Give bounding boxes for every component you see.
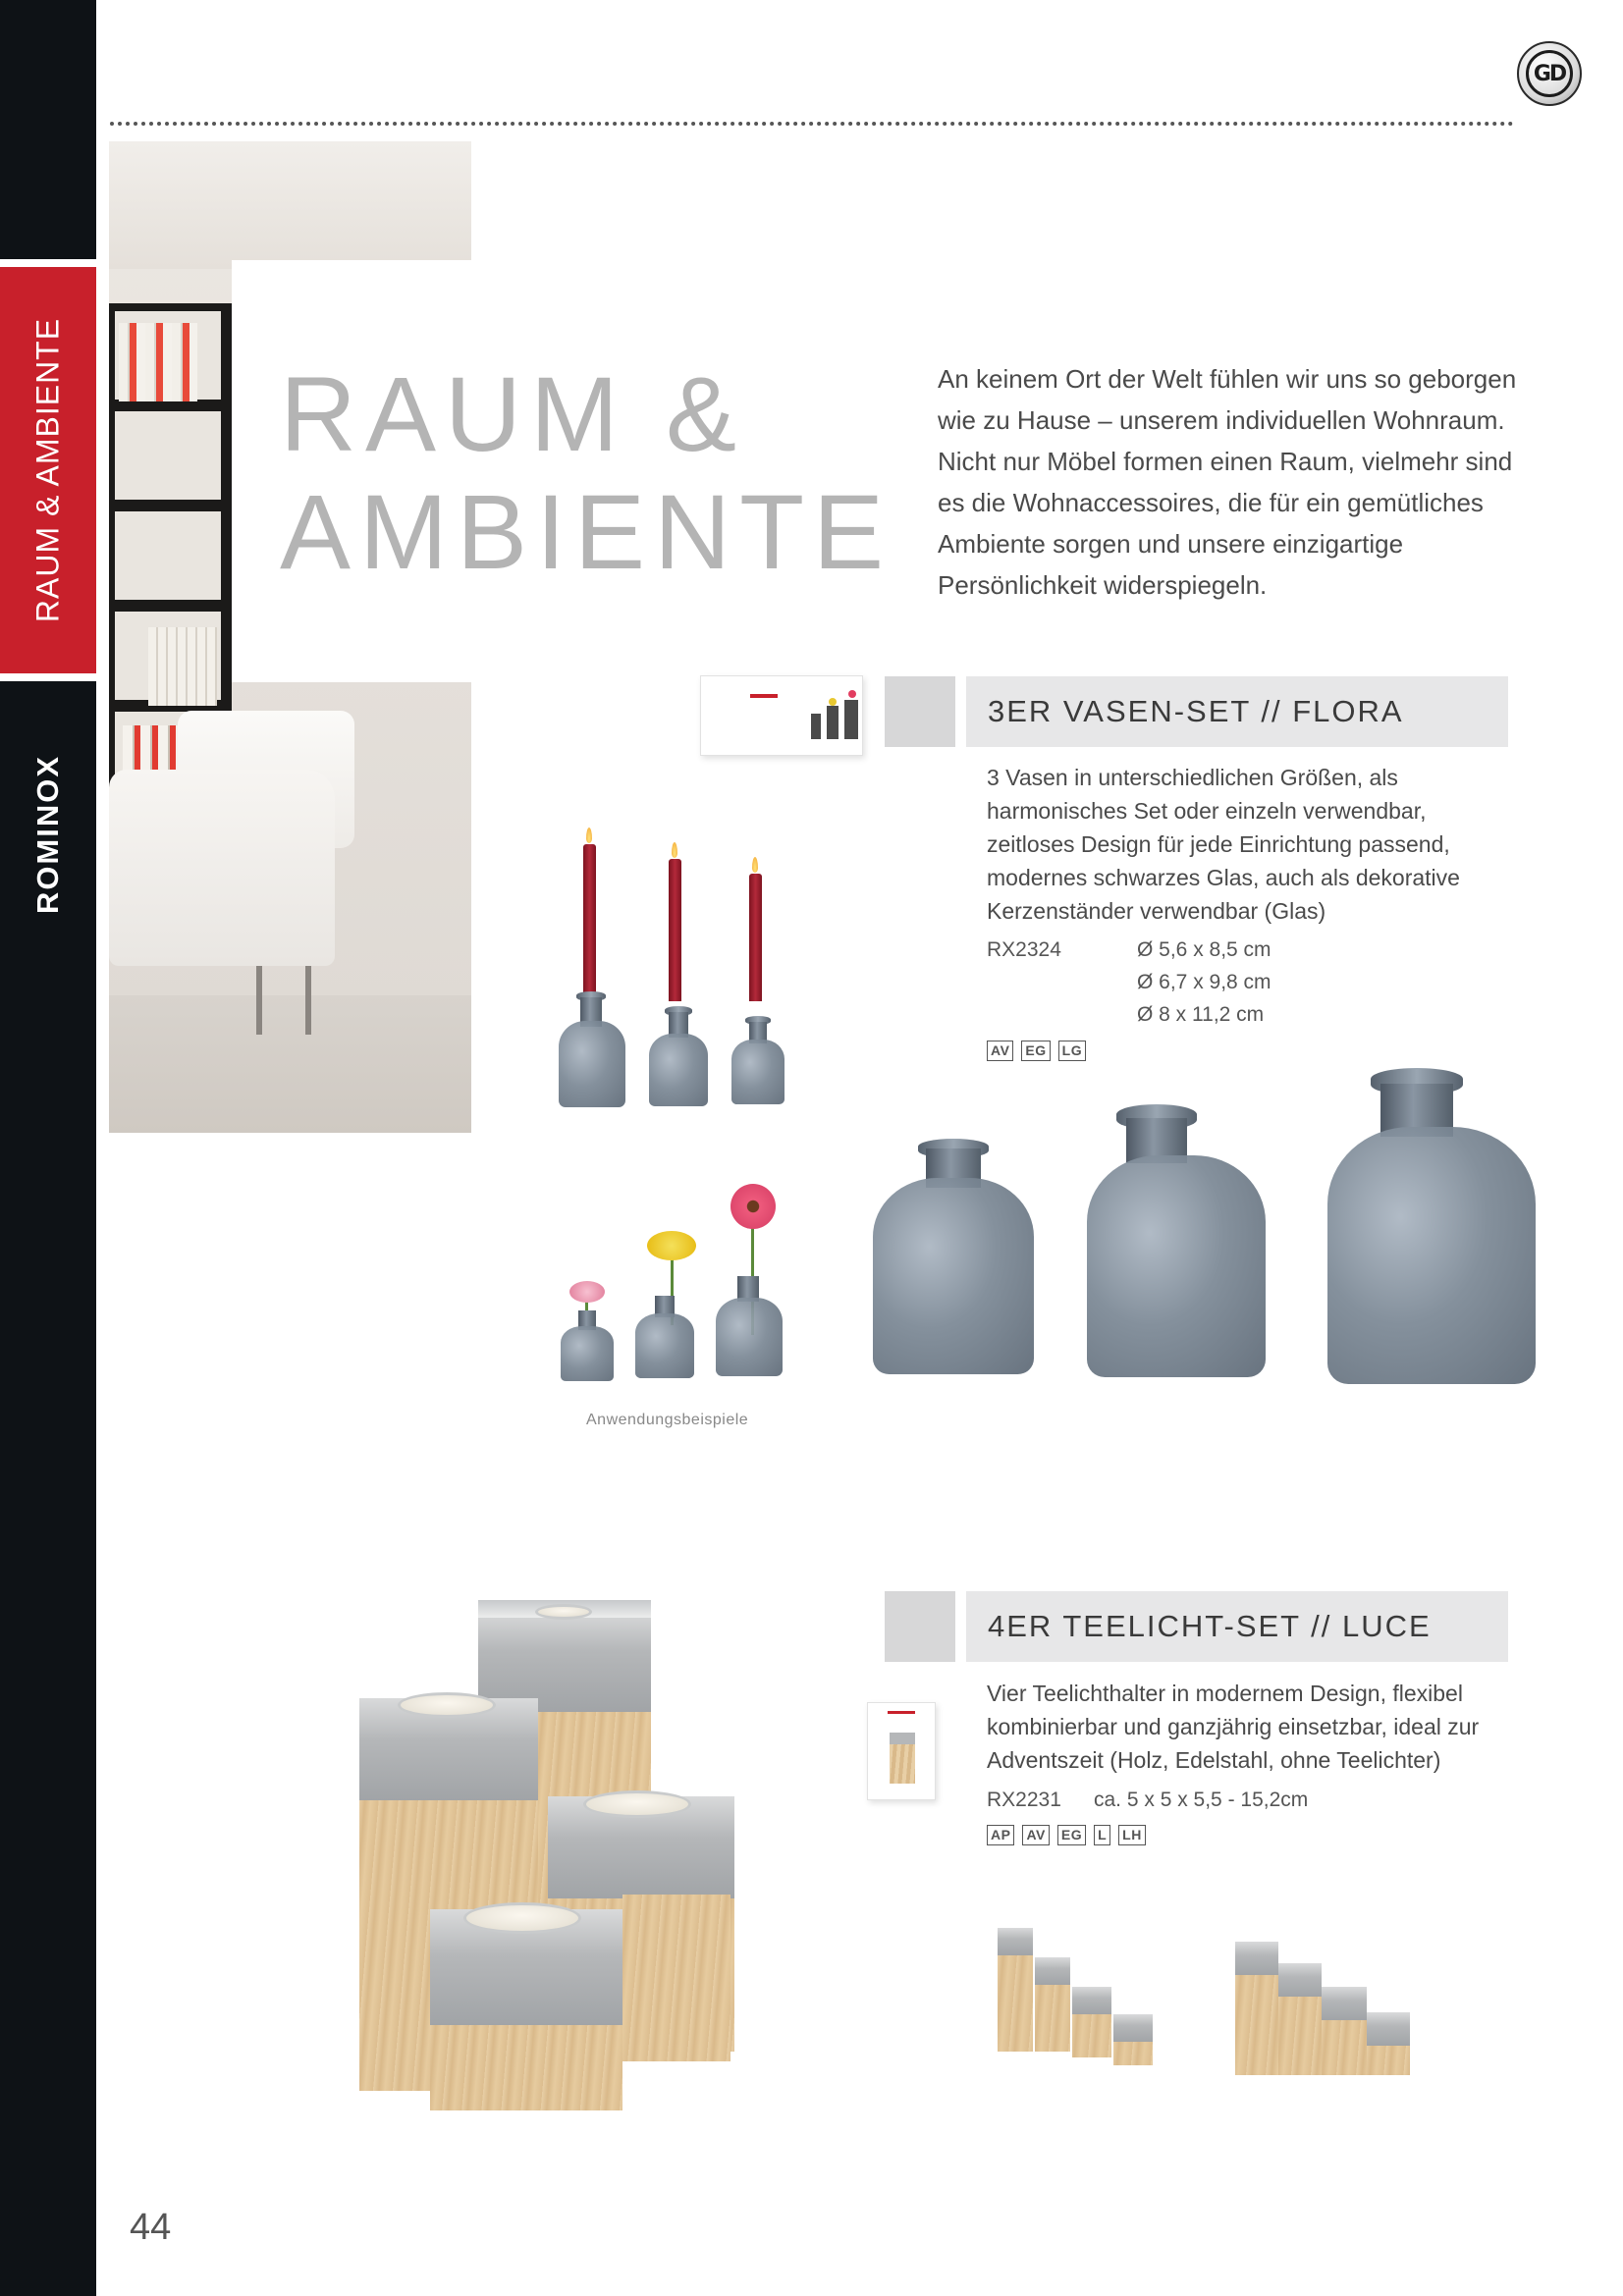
product-title: 4ER TEELICHT-SET // LUCE (966, 1591, 1508, 1662)
dimension: Ø 5,6 x 8,5 cm (1137, 938, 1271, 961)
page-number: 44 (130, 2207, 172, 2248)
badge: LG (1058, 1041, 1086, 1061)
gd-logo-icon (1517, 41, 1582, 106)
vase-package-image (700, 675, 863, 756)
title-line: RAUM & (280, 354, 746, 473)
brand-label: ROMINOX (30, 754, 65, 915)
product-marker (885, 676, 955, 747)
badge: AV (1022, 1825, 1049, 1845)
product-title: 3ER VASEN-SET // FLORA (966, 676, 1508, 747)
article-number: RX2324 (987, 938, 1061, 961)
article-number: RX2231 (987, 1789, 1061, 1811)
product-marker (885, 1591, 955, 1662)
logo-text: GD (1526, 50, 1573, 97)
intro-text: An keinem Ort der Welt fühlen wir uns so geborgen wie zu Hause – unserem individuellen Wohnraum. Nicht nur Möbel formen einen Raum, vielmehr sind es die Wohnaccessoires, die für ein gemütliches Ambiente sorgen und unsere einzigartige Persönlichkeit widerspiegeln. (938, 364, 1517, 600)
page-title (280, 355, 893, 591)
badge: AV (987, 1041, 1013, 1061)
badge: EG (1021, 1041, 1050, 1061)
sidebar-divider (0, 673, 96, 681)
sidebar-divider (0, 259, 96, 267)
dimension: Ø 6,7 x 9,8 cm (1137, 971, 1271, 993)
feature-badges (987, 1825, 1146, 1845)
badge: AP (987, 1825, 1014, 1845)
product-description: Vier Teelichthalter in modernem Design, flexibel kombinierbar und ganzjährig einsetzbar, ideal zur Adventszeit (Holz, Edelstahl, ohne Teelichter) (987, 1681, 1480, 1773)
badge: EG (1057, 1825, 1086, 1845)
dimension: Ø 8 x 11,2 cm (1137, 1003, 1265, 1026)
dimension: ca. 5 x 5 x 5,5 - 15,2cm (1094, 1789, 1309, 1811)
image-caption: Anwendungsbeispiele (586, 1412, 749, 1428)
tealight-package-image (867, 1702, 936, 1800)
title-line: AMBIENTE (280, 472, 893, 591)
category-label: RAUM & AMBIENTE (29, 317, 66, 623)
badge: LH (1118, 1825, 1146, 1845)
dotted-divider (110, 122, 1514, 126)
feature-badges (987, 1041, 1086, 1061)
product-description: 3 Vasen in unterschiedlichen Größen, als harmonisches Set oder einzeln verwendbar, zeitloses Design für jede Einrichtung passend, modernes schwarzes Glas, auch als dekorative Kerzenständer verwendbar (Glas) (987, 765, 1460, 924)
badge: L (1094, 1825, 1110, 1845)
